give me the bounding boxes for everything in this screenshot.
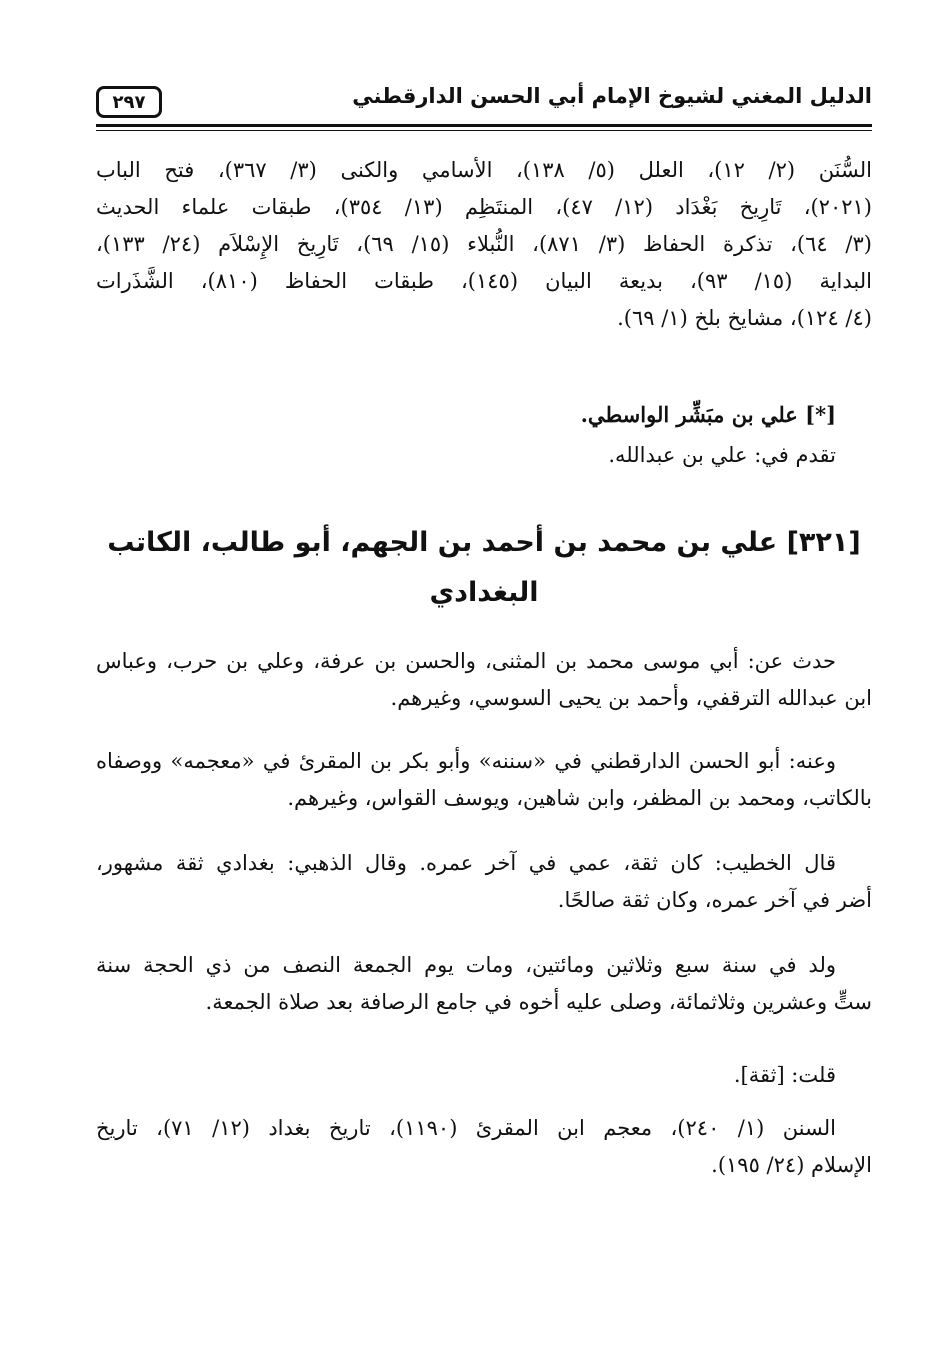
sources-continuation xyxy=(96,152,872,337)
cross-ref-title: [*] علي بن مبَشِّر الواسطي. xyxy=(580,402,836,427)
header-rule-thick xyxy=(96,124,872,127)
text-line: أضر في آخر عمره، وكان ثقة صالحًا. xyxy=(557,888,872,912)
text-line: الإسلام (٢٤/ ١٩٥). xyxy=(711,1153,872,1177)
paragraph-birth-death xyxy=(96,947,872,1021)
entry-heading-line: [٣٢١] علي بن محمد بن أحمد بن الجهم، أبو طالب، الكاتب xyxy=(107,527,861,558)
text-line: بالكاتب، ومحمد بن المظفر، وابن شاهين، ويوسف القواس، وغيرهم. xyxy=(287,786,872,810)
page-header xyxy=(96,82,872,130)
text-line: (٤/ ١٢٤)، مشايخ بلخ (١/ ٦٩). xyxy=(617,306,872,330)
paragraph-narrators-from xyxy=(96,643,872,717)
page-number: ٢٩٧ xyxy=(112,91,146,113)
text-line: حدث عن: أبي موسى محمد بن المثنى، والحسن بن عرفة، وعلي بن حرب، وعباس xyxy=(96,649,836,673)
paragraph-narrators-to xyxy=(96,743,872,817)
text-line: السُّنَن (٢/ ١٢)، العلل (٥/ ١٣٨)، الأسامي والكنى (٣/ ٣٦٧)، فتح الباب xyxy=(96,158,872,182)
text-line: وعنه: أبو الحسن الدارقطني في «سننه» وأبو بكر بن المقرئ في «معجمه» ووصفاه xyxy=(96,749,836,773)
text-line: السنن (١/ ٢٤٠)، معجم ابن المقرئ (١١٩٠)، تاريخ بغداد (١٢/ ٧١)، تاريخ xyxy=(96,1116,836,1140)
entry-heading xyxy=(96,518,872,618)
cross-ref-note: تقدم في: علي بن عبدالله. xyxy=(608,443,836,467)
running-title: الدليل المغني لشيوخ الإمام أبي الحسن الدارقطني xyxy=(352,84,872,108)
entry-sources xyxy=(96,1110,872,1184)
text-line: قال الخطيب: كان ثقة، عمي في آخر عمره. وقال الذهبي: بغدادي ثقة مشهور، xyxy=(96,851,836,875)
text-line: ولد في سنة سبع وثلاثين ومائتين، ومات يوم الجمعة النصف من ذي الحجة سنة xyxy=(96,953,836,977)
text-line: ستٍّ وعشرين وثلاثمائة، وصلى عليه أخوه في جامع الرصافة بعد صلاة الجمعة. xyxy=(205,990,872,1014)
text-line: (٢٠٢١)، تَارِيخ بَغْدَاد (١٢/ ٤٧)، المنتَظِم (١٣/ ٣٥٤)، طبقات علماء الحديث xyxy=(96,195,872,219)
entry-heading-line: البغدادي xyxy=(429,577,539,608)
text-line: (٣/ ٦٤)، تذكرة الحفاظ (٣/ ٨٧١)، النُّبلاء (١٥/ ٦٩)، تَارِيخ الإِسْلاَم (٢٤/ ١٣٣)، xyxy=(96,232,872,256)
verdict xyxy=(96,1057,872,1094)
header-rule-thin xyxy=(96,130,872,131)
verdict-text: قلت: [ثقة]. xyxy=(733,1063,836,1087)
page-number-box xyxy=(96,86,162,118)
paragraph-grading xyxy=(96,845,872,919)
cross-reference xyxy=(96,396,872,474)
text-line: البداية (١٥/ ٩٣)، بديعة البيان (١٤٥)، طبقات الحفاظ (٨١٠)، الشَّذَرات xyxy=(96,269,872,293)
text-line: ابن عبدالله الترقفي، وأحمد بن يحيى السوسي، وغيرهم. xyxy=(390,686,872,710)
